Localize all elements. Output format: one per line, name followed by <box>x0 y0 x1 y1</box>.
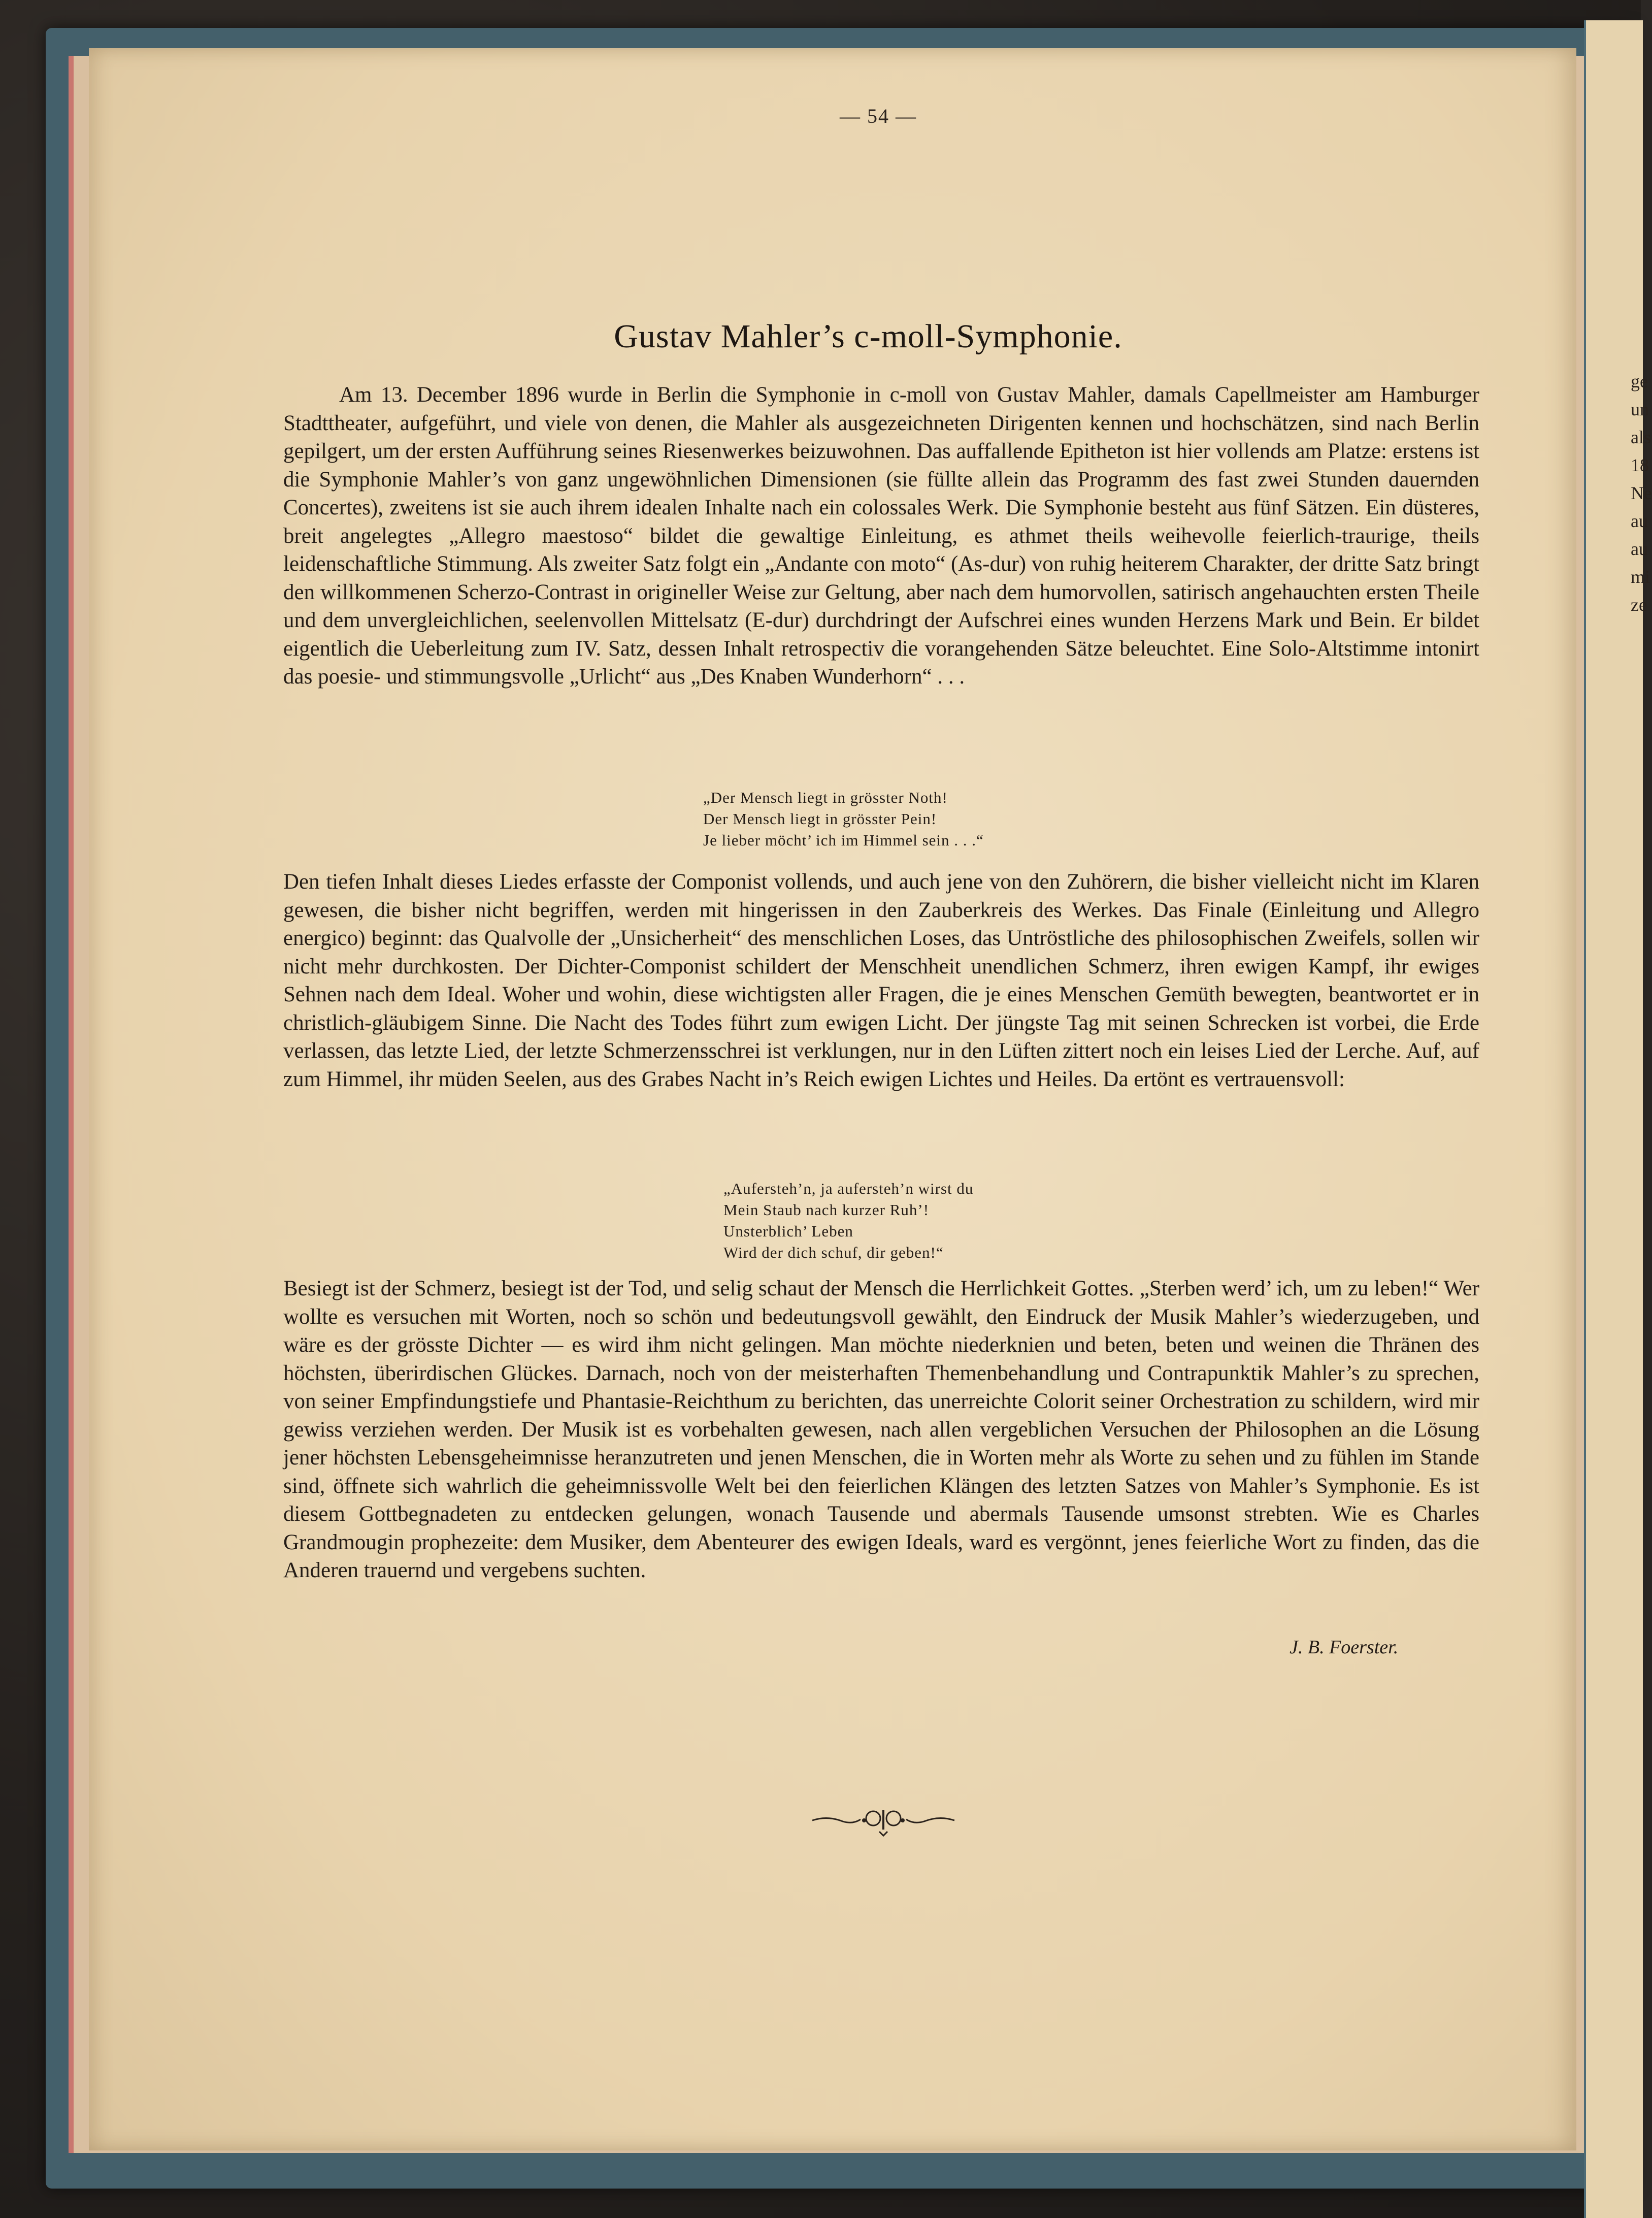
paragraph-intro: Am 13. December 1896 wurde in Berlin die Symphonie in c-moll von Gustav Mahler, damals Capellmeister am Hamburger Stadttheater, aufgeführt, und viele von denen, die Mahler als ausgezeichneten Dirigenten kennen und hochschätzen, sind nach Berlin gepilgert, um der ersten Aufführung seines Riesenwerkes beizuwohnen. Das auffallende Epitheton ist hier vollends am Platze: erstens ist die Symphonie Mahler’s von ganz ungewöhnlichen Dimensionen (sie füllte allein das Programm des fast zwei Stunden dauernden Concertes), zweitens ist sie auch ihrem idealen Inhalte nach ein colossales Werk. Die Symphonie besteht aus fünf Sätzen. Ein düsteres, breit angelegtes „Allegro maestoso“ bildet die gewaltige Einleitung, es athmet theils weihevolle feierlich-traurige, theils leidenschaftliche Stimmung. Als zweiter Satz folgt ein „Andante con moto“ (As-dur) von ruhig heiterem Charakter, der dritte Satz bringt den willkommenen Scherzo-Contrast in origineller Weise zur Geltung, aber nach dem humorvollen, satirisch angehauchten ersten Theile und dem unvergleichlichen, seelenvollen Mittelsatz (E-dur) durchdringt der Aufschrei eines wunden Herzens Mark und Bein. Er bildet eigentlich die Ueberleitung zum IV. Satz, dessen Inhalt retrospectiv die vorangehenden Sätze beleuchtet. Eine Solo-Altstimme intonirt das poesie- und stimmungsvolle „Urlicht“ aus „Des Knaben Wunderhorn“ . . . <box>283 383 1479 689</box>
verse-line: Mein Staub nach kurzer Ruh’! <box>723 1201 930 1219</box>
quoted-verse-auferstehn <box>723 1178 973 1263</box>
adjacent-page-fragment: mi <box>1631 567 1650 587</box>
adjacent-page-fragment: 18 <box>1631 455 1649 475</box>
adjacent-page-fragment: ge <box>1631 371 1648 392</box>
verse-line: „Der Mensch liegt in grösster Noth! <box>703 789 948 806</box>
verse-line: Wird der dich schuf, dir geben!“ <box>723 1244 944 1261</box>
verse-line: Der Mensch liegt in grösster Pein! <box>703 810 937 828</box>
paragraph-finale: Den tiefen Inhalt dieses Liedes erfasste der Componist vollends, und auch jene von den Zuhörern, die bisher vielleicht nicht im Klaren gewesen, die bisher nicht begriffen, werden mit hingerissen in den Zauberkreis des Werkes. Das Finale (Einleitung und Allegro energico) beginnt: das Qualvolle der „Unsicherheit“ des menschlichen Loses, das Untröstliche des philosophischen Zweifels, sollen wir nicht mehr durchkosten. Der Dichter-Componist schildert der Menschheit unendlichen Schmerz, ihren ewigen Kampf, ihr ewiges Sehnen nach dem Ideal. Woher und wohin, diese wichtigsten aller Fragen, die je eines Menschen Gemüth bewegten, beantwortet er in christlich-gläubigem Sinne. Die Nacht des Todes führt zum ewigen Licht. Der jüngste Tag mit seinen Schrecken ist vorbei, die Erde verlassen, das letzte Lied, der letzte Schmerzensschrei ist verklungen, nur in den Lüften zittert noch ein leises Lied der Lerche. Auf, auf zum Himmel, ihr müden Seelen, aus des Grabes Nacht in’s Reich ewigen Lichtes und Heiles. Da ertönt es vertrauensvoll: <box>283 870 1479 1091</box>
quoted-verse-urlicht <box>703 787 984 851</box>
adjacent-page-fragment: au <box>1631 539 1648 559</box>
adjacent-page <box>1584 20 1652 2218</box>
verse-line: „Aufersteh’n, ja aufersteh’n wirst du <box>723 1180 974 1197</box>
adjacent-page-fragment: Ne <box>1631 483 1652 503</box>
page-number: — 54 — <box>840 105 917 127</box>
decorative-vignette-icon <box>807 1800 960 1841</box>
author-signature: J. B. Foerster. <box>1290 1637 1399 1658</box>
adjacent-page-fragment: au <box>1631 511 1648 531</box>
paragraph-conclusion: Besiegt ist der Schmerz, besiegt ist der Tod, und selig schaut der Mensch die Herrlichkeit Gottes. „Sterben werd’ ich, um zu leben!“ Wer wollte es versuchen mit Worten, noch so schön und bedeutungsvoll gewählt, den Eindruck der Musik Mahler’s wiederzugeben, und wäre es der grösste Dichter — es wird ihm nicht gelingen. Man möchte niederknien und beten, beten und weinen die Thränen des höchsten, überirdischen Glückes. Darnach, noch von der meisterhaften Themenbehandlung und Contrapunktik Mahler’s zu sprechen, von seiner Empfindungstiefe und Phantasie-Reichthum zu berichten, das unerreichte Colorit seiner Orchestration zu schildern, wird mir gewiss verziehen werden. Der Musik ist es vorbehalten gewesen, nach allen vergeblichen Versuchen der Philosophen an die Lösung jener höchsten Lebensgeheimnisse heranzutreten und jenen Menschen, die in Worten mehr als Worte zu sehen und zu fühlen im Stande sind, öffnete sich wahrlich die geheimnissvolle Welt bei den feierlichen Klängen des letzten Satzes von Mahler’s Symphonie. Es ist diesem Gottbegnadeten zu entdecken gelungen, wonach Tausende und abermals Tausende umsonst strebten. Wie es Charles Grandmougin prophezeite: dem Musiker, dem Abenteurer des ewigen Ideals, ward es vergönnt, jenes feierliche Wort zu finden, das die Anderen trauernd und vergebens suchten. <box>283 1277 1479 1582</box>
adjacent-page-fragment: als <box>1631 427 1651 447</box>
verse-line: Je lieber möcht’ ich im Himmel sein . . .“ <box>703 831 984 849</box>
adjacent-page-fragment: un <box>1631 399 1649 419</box>
verse-line: Unsterblich’ Leben <box>723 1222 853 1240</box>
article-title: Gustav Mahler’s c-moll-Symphonie. <box>614 318 1122 355</box>
adjacent-page-fragment: ze <box>1631 595 1647 615</box>
